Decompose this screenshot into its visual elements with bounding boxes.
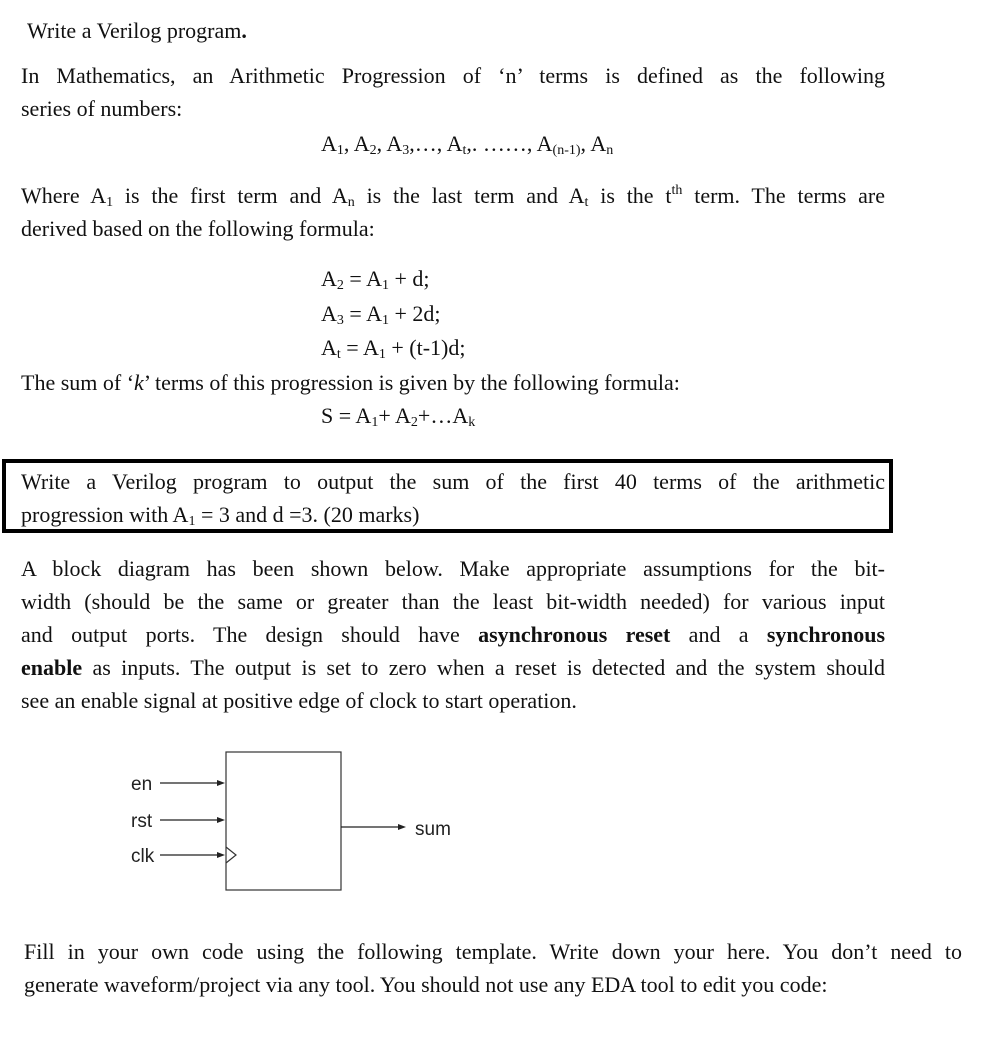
formula-text: A xyxy=(321,301,337,326)
where-sub: 1 xyxy=(106,195,114,210)
where-text: is the t xyxy=(588,183,672,208)
description-bold: synchronous xyxy=(766,622,886,647)
formula-text: = A xyxy=(343,301,382,326)
sum-formula-text: S = A xyxy=(321,403,372,428)
series-ellipsis: ,. ……, xyxy=(466,131,537,156)
series-ellipsis: ,…, xyxy=(409,131,447,156)
series-formula: $A_1$, $A_2$, $A_3,\dots$, $A_t$,. ……, $A_{(n-1)}$, $A_n$ xyxy=(321,131,614,158)
series-sub: (n-1) xyxy=(552,143,581,158)
formula-at xyxy=(321,334,466,362)
rst-arrow-icon xyxy=(217,817,225,823)
description-bold: enable xyxy=(21,655,83,680)
series-sub: t xyxy=(462,143,467,158)
heading-dot: . xyxy=(241,18,247,43)
task-line-1: Write a Verilog program to output the sum of the first 40 terms of the arithmetic xyxy=(21,469,885,494)
formula-text: + 2d; xyxy=(388,301,441,326)
heading-text: Write a Verilog program xyxy=(27,18,242,43)
where-text: is the last term and A xyxy=(354,183,585,208)
where-text: term. The terms are xyxy=(682,183,886,208)
en-arrow-icon xyxy=(217,780,225,786)
block-diagram xyxy=(120,745,480,895)
formula-text: = A xyxy=(340,335,379,360)
where-line-1 xyxy=(21,179,885,212)
heading xyxy=(27,14,247,47)
description-bold: asynchronous reset xyxy=(478,622,671,647)
formula-a3 xyxy=(321,300,441,328)
series-sub: 2 xyxy=(369,143,377,158)
sum-formula-sub: 2 xyxy=(410,415,418,430)
where-sub: n xyxy=(347,195,355,210)
description-text: as inputs. The output is set to zero when a reset is detected and the system should xyxy=(82,655,885,680)
port-label-rst: rst xyxy=(131,811,153,832)
footer-line-1: Fill in your own code using the following template. Write down your here. You don’t need to xyxy=(24,939,962,964)
formula-sub: t xyxy=(336,347,341,362)
series-term: A xyxy=(353,131,370,156)
formula-text: A xyxy=(321,335,337,360)
description-line-2: width (should be the same or greater than the least bit-width needed) for various input xyxy=(21,589,885,614)
task-text: = 3 and d =3. (20 marks) xyxy=(195,502,420,527)
sum-formula-text: + A xyxy=(378,403,411,428)
series-sub: n xyxy=(606,143,614,158)
series-term: A xyxy=(446,131,463,156)
sum-text: The sum of ‘ xyxy=(21,370,135,395)
formula-text: = A xyxy=(343,266,382,291)
sum-k: k xyxy=(134,370,144,395)
description-line-5: see an enable signal at positive edge of clock to start operation. xyxy=(21,688,577,713)
description-text: and a xyxy=(670,622,767,647)
sum-description xyxy=(21,366,680,399)
series-term: A xyxy=(386,131,403,156)
formula-sub: 2 xyxy=(336,278,344,293)
intro-line-2: series of numbers: xyxy=(21,96,183,121)
series-term: A xyxy=(590,131,607,156)
sum-formula xyxy=(321,402,475,430)
description-line-1: A block diagram has been shown below. Make appropriate assumptions for the bit- xyxy=(21,556,885,581)
formula-a2 xyxy=(321,265,430,293)
task-sub: 1 xyxy=(188,514,196,529)
description-text: and output ports. The design should have xyxy=(21,622,479,647)
formula-text: + d; xyxy=(388,266,430,291)
sum-text: ’ terms of this progression is given by the following formula: xyxy=(143,370,680,395)
task-text: progression with A xyxy=(21,502,189,527)
task-line-2 xyxy=(21,498,419,531)
series-sub: 1 xyxy=(336,143,344,158)
formula-text: + (t-1)d; xyxy=(385,335,466,360)
formula-sub: 1 xyxy=(381,278,389,293)
where-line-2: derived based on the following formula: xyxy=(21,216,375,241)
formula-sub: 3 xyxy=(336,313,344,328)
sum-formula-text: +…A xyxy=(417,403,469,428)
series-term: A xyxy=(321,131,337,156)
sum-arrow-icon xyxy=(398,824,406,830)
description-line-4 xyxy=(21,651,885,684)
where-text: Where A xyxy=(21,183,107,208)
footer-line-2: generate waveform/project via any tool. You should not use any EDA tool to edit you code: xyxy=(24,972,828,997)
formula-sub: 1 xyxy=(378,347,386,362)
formula-text: A xyxy=(321,266,337,291)
module-block xyxy=(226,752,341,890)
port-label-en: en xyxy=(131,774,153,795)
intro-line-1: In Mathematics, an Arithmetic Progression of ‘n’ terms is defined as the following xyxy=(21,63,885,88)
series-sub: 3 xyxy=(402,143,410,158)
port-label-clk: clk xyxy=(131,846,155,867)
sum-formula-sub: k xyxy=(468,415,476,430)
sum-formula-sub: 1 xyxy=(371,415,379,430)
where-sup: th xyxy=(671,183,683,198)
clk-arrow-icon xyxy=(217,852,225,858)
series-term: A xyxy=(536,131,553,156)
formula-sub: 1 xyxy=(381,313,389,328)
where-sub: t xyxy=(584,195,589,210)
description-line-3 xyxy=(21,618,885,651)
where-text: is the first term and A xyxy=(113,183,348,208)
port-label-sum: sum xyxy=(415,819,451,840)
